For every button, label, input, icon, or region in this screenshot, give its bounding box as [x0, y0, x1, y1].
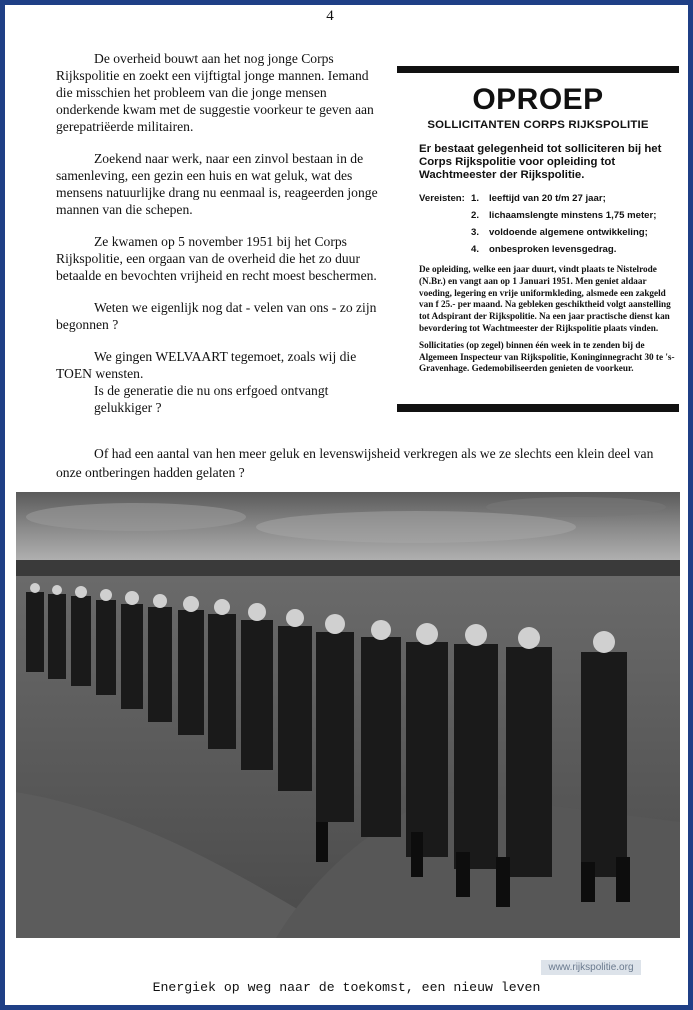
photo-illustration — [16, 492, 680, 938]
paragraph-5: We gingen WELVAART tegemoet, zoals wij die TOEN wensten. — [56, 349, 357, 381]
marching-recruits-photo — [16, 492, 680, 938]
paragraph-3: Ze kwamen op 5 november 1951 bij het Corps Rijkspolitie, een orgaan van de overheid die het zo duur betaalde en bevochten vrijheid en recht moest beschermen. — [56, 234, 377, 283]
notice-bottom-rule — [397, 404, 679, 412]
page-number: 4 — [326, 8, 334, 24]
recruitment-notice — [397, 66, 679, 412]
site-watermark: www.rijkspolitie.org — [541, 960, 641, 975]
requirement-row — [419, 241, 679, 258]
requirement-text: voldoende algemene ontwikkeling; — [489, 227, 648, 238]
notice-application: Sollicitaties (op zegel) binnen één week in te zenden bij de Algemeen Inspecteur van Rijkspolitie, Koninginnegracht 30 te 's-Gravenhage. Gedemobiliseerden genieten de voorkeur. — [419, 339, 675, 374]
requirements-label: Vereisten: — [419, 193, 465, 204]
requirement-text: onbesproken levensgedrag. — [489, 244, 617, 255]
requirement-row — [419, 224, 679, 241]
photo-caption: Energiek op weg naar de toekomst, een nieuw leven — [152, 980, 541, 995]
paragraph-6: Is de generatie die nu ons erfgoed ontvangt gelukkiger ? — [94, 383, 329, 415]
requirement-number: 1. — [471, 193, 480, 204]
requirement-number: 3. — [471, 227, 480, 238]
paragraph-4: Weten we eigenlijk nog dat - velen van ons - zo zijn begonnen ? — [56, 300, 377, 332]
notice-lead: Er bestaat gelegenheid tot solliciteren bij het Corps Rijkspolitie voor opleiding tot Wachtmeester der Rijkspolitie. — [419, 143, 662, 181]
requirement-number: 4. — [471, 244, 480, 255]
notice-requirements — [397, 190, 679, 258]
notice-top-rule — [397, 66, 679, 73]
requirement-row — [419, 207, 679, 224]
requirement-number: 2. — [471, 210, 480, 221]
closing-question — [56, 444, 666, 482]
notice-title: OPROEP — [472, 83, 604, 116]
requirement-row — [419, 190, 679, 207]
article-body — [56, 50, 386, 416]
paragraph-2: Zoekend naar werk, naar een zinvol bestaan in de samenleving, een gezin een huis en wat geluk, wat des mensens natuurlijke drang nu eenmaal is, reageerden jonge mannen van die schepen. — [56, 151, 378, 217]
notice-subtitle: SOLLICITANTEN CORPS RIJKSPOLITIE — [427, 119, 649, 131]
closing-question-text: Of had een aantal van hen meer geluk en levenswijsheid verkregen als we ze slechts een klein deel van onze ontberingen hadden gelaten ? — [56, 446, 654, 480]
requirement-text: lichaamslengte minstens 1,75 meter; — [489, 210, 657, 221]
paragraph-1: De overheid bouwt aan het nog jonge Corps Rijkspolitie en zoekt een vijftigtal jonge mannen. Iemand die misschien het probleem van die jonge mensen onderkende kwam met de suggestie voorkeur te geven aan gerepatriëerde militairen. — [56, 51, 374, 134]
requirement-text: leeftijd van 20 t/m 27 jaar; — [489, 193, 606, 204]
notice-details: De opleiding, welke een jaar duurt, vindt plaats te Nistelrode (N.Br.) en vangt aan op 1 Januari 1951. Men geniet aldaar voeding, legering en vrije uniformkleding, alsmede een zakgeld van f 25.- per maand. Na gebleken geschiktheid volgt aanstelling tot Adspirant der Rijkspolitie. Na een jaar practische dienst kan bevordering tot Wachtmeester der Rijkspolitie plaats vinden. — [419, 264, 671, 333]
